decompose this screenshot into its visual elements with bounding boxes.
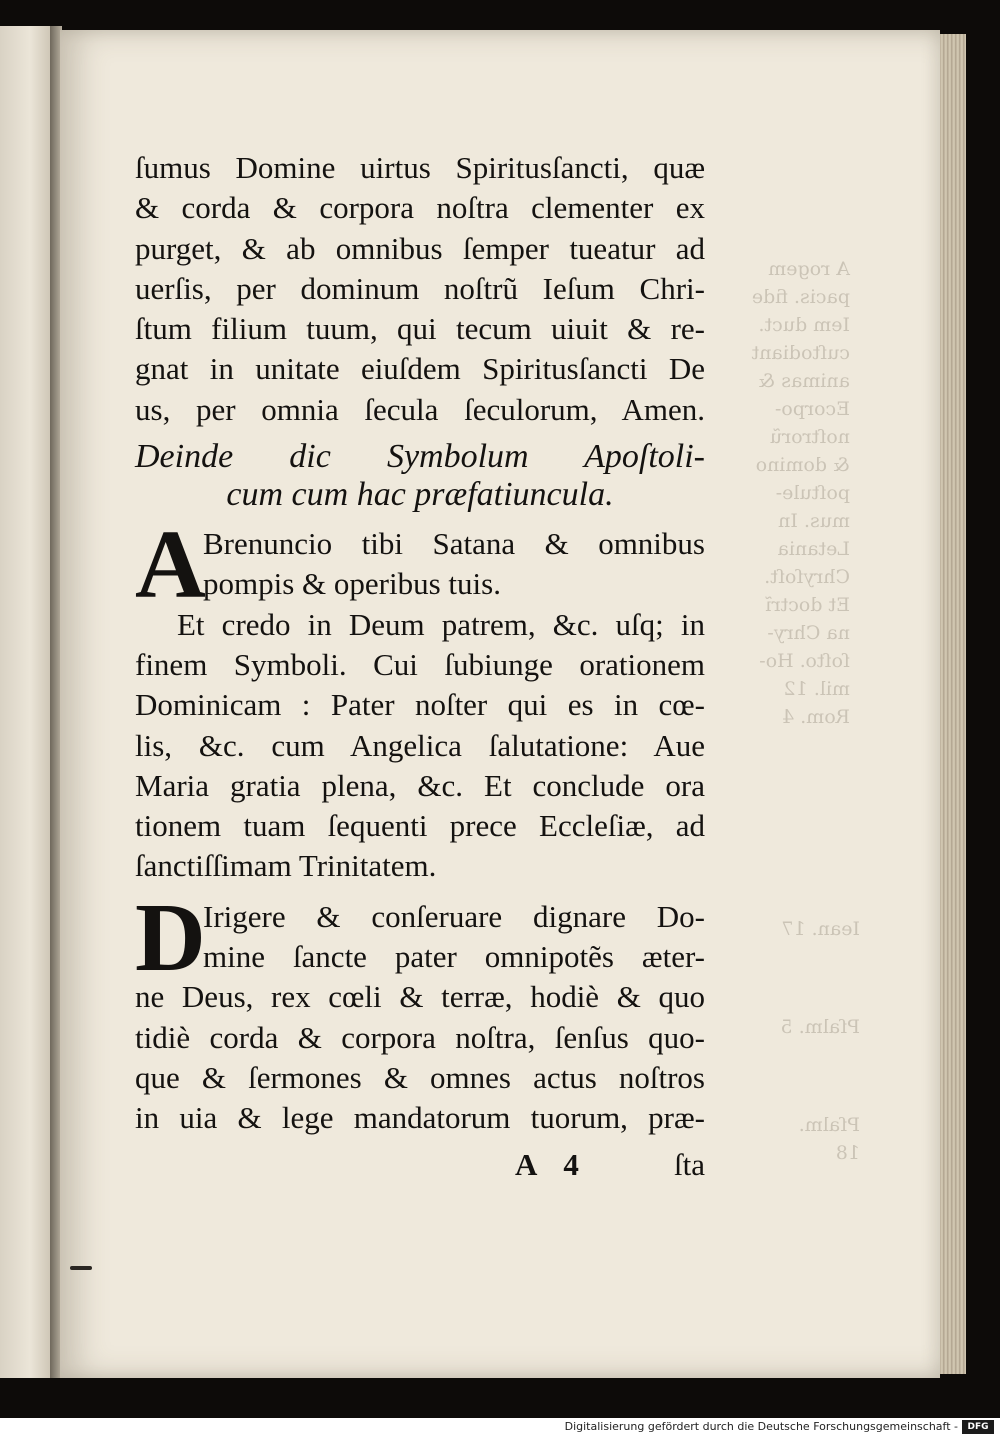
text-line: Irigere & conſeruare dignare Do- — [203, 898, 705, 934]
text-line: ſanctiſſimam Trinitatem. — [135, 848, 437, 884]
signature-mark: A 4 — [515, 1146, 589, 1182]
text-line: & corda & corpora noſtra clementer ex — [135, 190, 705, 226]
paragraph-abrenuncio — [135, 511, 705, 887]
text-line: ſtum filium tuum, qui tecum uiuit & re- — [135, 311, 705, 347]
show-through-line: pacis. fide — [751, 286, 850, 308]
show-through-line: poſtule- — [775, 482, 850, 504]
text-line: ſumus Domine uirtus Spiritusſancti, quæ — [135, 150, 705, 185]
show-through-line: A rogem — [768, 258, 850, 280]
text-line: gnat in unitate eiuſdem Spiritusſancti De — [135, 351, 705, 387]
funding-credit: Digitalisierung gefördert durch die Deutsche Forschungsgemeinschaft - — [564, 1420, 958, 1433]
text-line: tionem tuam ſequenti prece Eccleſiæ, ad — [135, 808, 705, 844]
show-through-line: Chryſoſt. — [764, 566, 850, 588]
text-line: que & ſermones & omnes actus noſtros — [135, 1059, 705, 1095]
section-heading — [135, 438, 705, 514]
text-line: Brenuncio tibi Satana & omnibus — [203, 526, 705, 562]
text-line: pompis & operibus tuis. — [203, 566, 501, 602]
show-through-line: mil. 12 — [783, 678, 850, 700]
show-through-line: Iean. 17 — [781, 918, 860, 940]
margin-mark — [70, 1266, 92, 1270]
text-line: us, per omnia ſecula ſeculorum, Amen. — [135, 391, 705, 427]
page-footer-line — [135, 1145, 705, 1189]
show-through-line: mus. In — [778, 510, 850, 532]
show-through-line: noſtrorũ — [769, 426, 850, 448]
text-line: in uia & lege mandatorum tuorum, præ- — [135, 1100, 705, 1136]
show-through-line: Letania — [777, 538, 850, 560]
show-through-line: Rom. 4 — [782, 706, 850, 728]
show-through-line: Et doctrĩ — [765, 594, 850, 616]
show-through-line: cuſtodiant — [751, 342, 850, 364]
text-line: lis, &c. cum Angelica ſalutatione: Aue — [135, 727, 705, 763]
dfg-logo: DFG — [962, 1420, 994, 1434]
show-through-line: Ecorpo- — [774, 398, 850, 420]
show-through-line: animas & — [758, 370, 850, 392]
drop-capital: D — [135, 883, 206, 992]
drop-capital: A — [135, 511, 206, 620]
text-line: mine ſancte pater omnipotẽs æter- — [203, 939, 705, 975]
show-through-line: Pſalm. 5 — [780, 1016, 860, 1038]
text-line: Maria gratia plena, &c. Et conclude ora — [135, 767, 705, 803]
text-line: uerſis, per dominum noſtrũ Ieſum Chri- — [135, 270, 705, 306]
text-line: tidiè corda & corpora noſtra, ſenſus quo- — [135, 1019, 705, 1055]
text-line: finem Symboli. Cui ſubiunge orationem — [135, 646, 705, 682]
digitization-footer — [0, 1418, 1000, 1438]
page-text — [135, 148, 705, 1189]
catchword: ſta — [674, 1146, 705, 1182]
text-line: Dominicam : Pater noſter qui es in cœ- — [135, 687, 705, 723]
show-through-line: ſoſto. Ho- — [759, 650, 850, 672]
heading-line: Deinde dic Symbolum Apoſtoli- — [135, 438, 705, 476]
text-line: ne Deus, rex cœli & terræ, hodiè & quo — [135, 979, 705, 1015]
show-through-text — [700, 255, 850, 731]
left-page-edge — [0, 26, 52, 1378]
text-line: Et credo in Deum patrem, &c. uſq; in — [177, 606, 705, 642]
paragraph-dirigere — [135, 883, 705, 1139]
text-line: purget, & ab omnibus ſemper tueatur ad — [135, 230, 705, 266]
show-through-line: Pſalm. 18 — [798, 1114, 860, 1164]
show-through-line: na Chry- — [767, 622, 850, 644]
heading-line: cum cum hac præfatiuncula. — [226, 476, 614, 514]
page-stack-edge — [940, 34, 966, 1374]
show-through-text-lower — [780, 915, 860, 1237]
show-through-line: Iem duct. — [758, 314, 850, 336]
show-through-line: & domino — [755, 454, 850, 476]
